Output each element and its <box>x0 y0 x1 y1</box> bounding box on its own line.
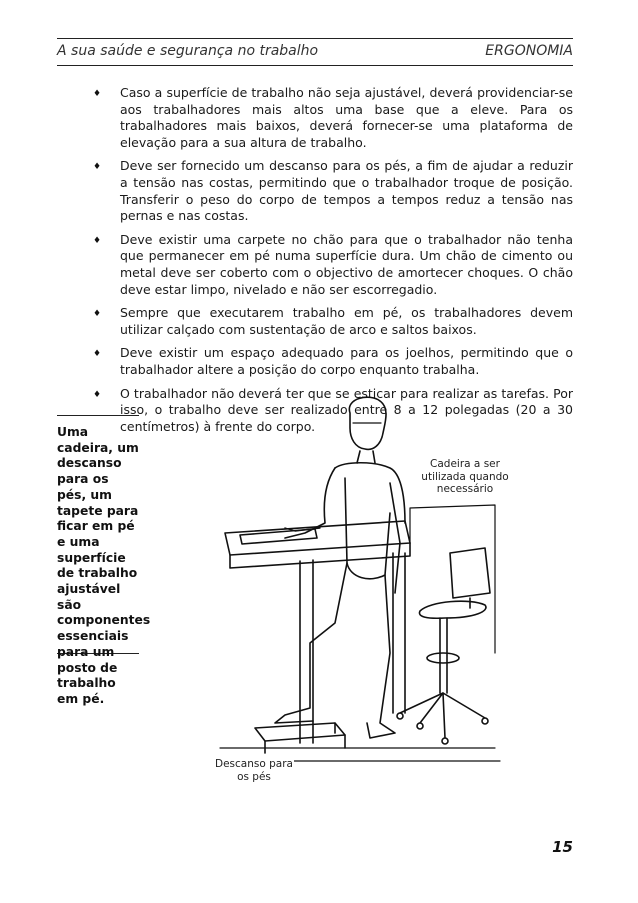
diamond-bullet-icon: ♦ <box>93 309 102 320</box>
running-header <box>57 38 573 66</box>
header-title: A sua saúde e segurança no trabalho <box>57 43 319 59</box>
caption-footrest: Descanso para os pés <box>215 758 293 783</box>
header-section: ERGONOMIA <box>485 43 573 59</box>
diamond-bullet-icon: ♦ <box>93 235 102 246</box>
list-item: ♦ Deve existir uma carpete no chão para que o trabalhador não tenha que permanecer em pé numa superfície dura. Um chão de cimento ou metal deve ser coberto com o objectivo de amortecer choques. O chão deve estar limpo, nivelado e não ser escorregadio. <box>93 231 573 297</box>
diamond-bullet-icon: ♦ <box>93 349 102 360</box>
list-item: ♦ Deve existir um espaço adequado para os joelhos, permitindo que o trabalhador altere a posição do corpo enquanto trabalha. <box>93 345 573 377</box>
diamond-bullet-icon: ♦ <box>93 162 102 173</box>
list-item: ♦ Caso a superfície de trabalho não seja ajustável, deverá providenciar-se aos trabalhadores mais altos uma base que a eleve. Para os trabalhadores mais baixos, deverá fornecer-se uma plataforma de elevação para a sua altura de trabalho. <box>93 85 573 150</box>
standing-workstation-illustration <box>195 393 540 813</box>
list-item: ♦ Deve ser fornecido um descanso para os pés, a fim de ajudar a reduzir a tensão nas costas, permitindo que o trabalhador troque de posição. Transferir o peso do corpo de tempos a tempos reduz a tensão nas pernas e nas costas. <box>93 158 573 224</box>
caption-chair: Cadeira a ser utilizada quando necessário <box>415 458 515 496</box>
list-item: ♦ Sempre que executarem trabalho em pé, os trabalhadores devem utilizar calçado com sustentação de arco e saltos baixos. <box>93 305 573 337</box>
bullet-list <box>93 85 573 442</box>
diamond-bullet-icon: ♦ <box>93 89 102 99</box>
page-number: 15 <box>552 838 573 856</box>
sidebar-callout <box>57 415 151 706</box>
list-item: ♦ O trabalhador não deverá ter que se esticar para realizar as tarefas. Por isso, o trabalho deve ser realizado entre 8 a 12 polegadas (20 a 30 centímetros) à frente do corpo. <box>93 385 573 434</box>
diamond-bullet-icon: ♦ <box>93 389 102 400</box>
drafting-chair <box>397 548 490 744</box>
worker-figure <box>275 397 405 738</box>
sidebar-text: Uma cadeira, um descanso para os pés, um tapete para ficar em pé e uma superfície de trabalho ajustável são componentes essenciais para um posto de trabalho em pé. <box>57 425 151 706</box>
